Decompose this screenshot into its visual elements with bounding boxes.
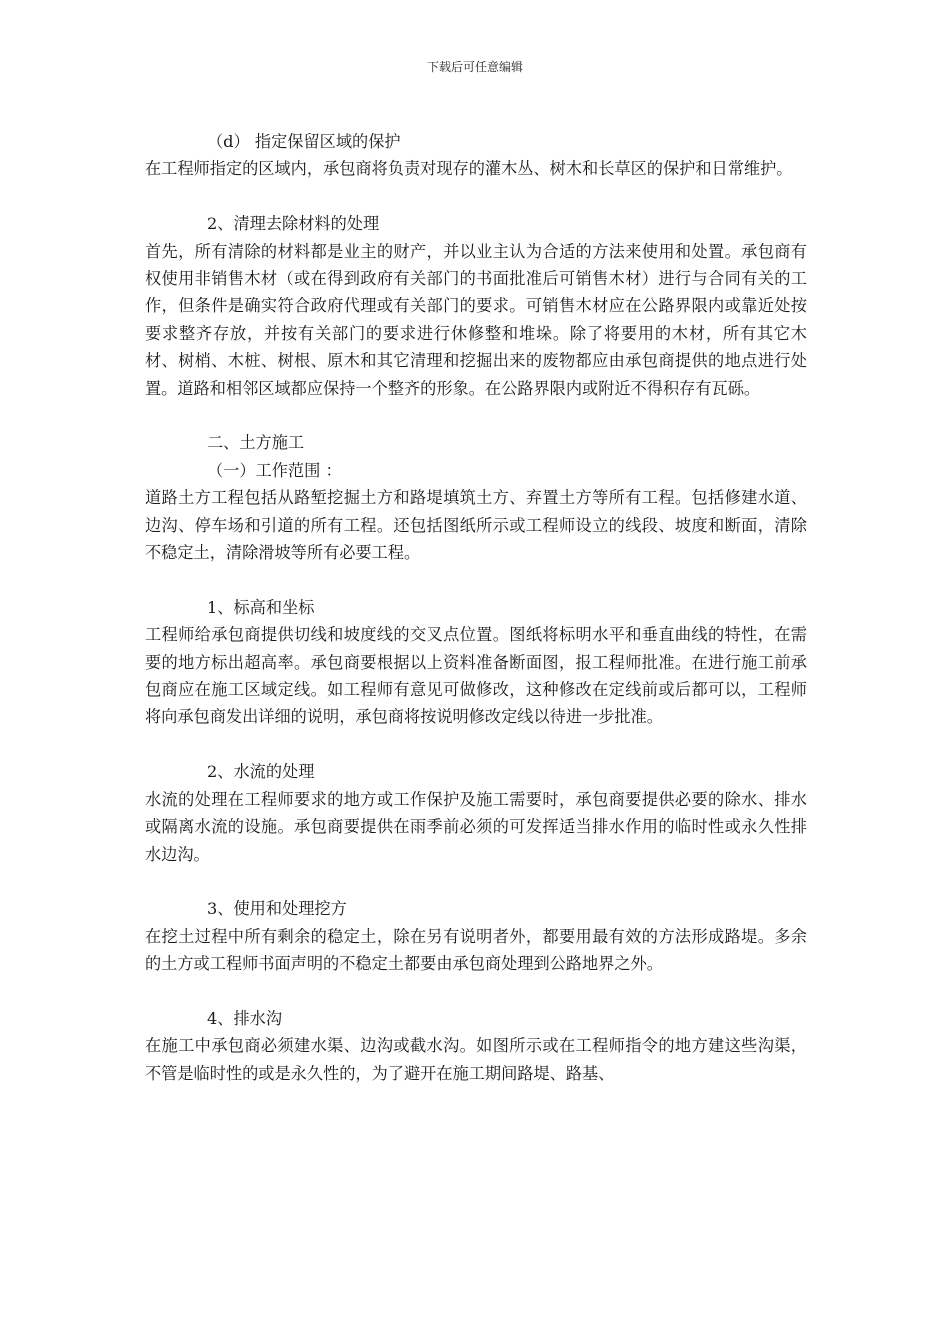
section-heading: 1、标高和坐标 <box>207 597 315 617</box>
section-water-flow <box>145 758 807 868</box>
section-paragraph: 在施工中承包商必须建水渠、边沟或截水沟。如图所示或在工程师指令的地方建这些沟渠，不管是临时性的或是永久性的，为了避开在施工期间路堤、路基、 <box>145 1036 807 1083</box>
section-heading: 4、排水沟 <box>207 1008 283 1028</box>
section-earthwork <box>145 429 807 566</box>
section-paragraph: 工程师给承包商提供切线和坡度线的交叉点位置。图纸将标明水平和垂直曲线的特性，在需要的地方标出超高率。承包商要根据以上资料准备断面图，报工程师批准。在进行施工前承包商应在施工区域定线。如工程师有意见可做修改，这种修改在定线前或后都可以，工程师将向承包商发出详细的说明，承包商将按说明修改定线以待进一步批准。 <box>145 625 807 727</box>
section-elevation-coordinates <box>145 594 807 731</box>
section-paragraph: 在挖土过程中所有剩余的稳定土，除在另有说明者外，都要用最有效的方法形成路堤。多余的土方或工程师书面声明的不稳定土都要由承包商处理到公路地界之外。 <box>145 926 807 974</box>
section-paragraph: 在工程师指定的区域内，承包商将负责对现存的灌木丛、树木和长草区的保护和日常维护。 <box>145 159 793 179</box>
section-cleared-material-disposal <box>145 210 807 402</box>
page-header: 下载后可任意编辑 <box>426 60 523 74</box>
section-heading: 3、使用和处理挖方 <box>207 899 347 919</box>
section-paragraph: 首先，所有清除的材料都是业主的财产，并以业主认为合适的方法来使用和处置。承包商有权使用非销售木材（或在得到政府有关部门的书面批准后可销售木材）进行与合同有关的工作，但条件是确实符合政府代理或有关部门的要求。可销售木材应在公路界限内或靠近处按要求整齐存放，并按有关部门的要求进行休修整和堆垛。除了将要用的木材，所有其它木材、树梢、木桩、树根、原木和其它清理和挖掘出来的废物都应由承包商提供的地点进行处置。道路和相邻区域都应保持一个整齐的形象。在公路界限内或附近不得积存有瓦砾。 <box>145 241 807 398</box>
section-heading: 二、土方施工 <box>207 433 305 453</box>
document-body <box>145 128 807 1115</box>
section-paragraph: 水流的处理在工程师要求的地方或工作保护及施工需要时，承包商要提供必要的除水、排水或隔离水流的设施。承包商要提供在雨季前必须的可发挥适当排水作用的临时性或永久性排水边沟。 <box>145 789 807 864</box>
section-reserved-area-protection <box>145 128 807 183</box>
section-excavation-use <box>145 895 807 977</box>
section-heading: （d） 指定保留区域的保护 <box>207 132 401 151</box>
section-heading: 2、水流的处理 <box>207 762 315 782</box>
section-paragraph: 道路土方工程包括从路堑挖掘土方和路堤填筑土方、弃置土方等所有工程。包括修建水道、边沟、停车场和引道的所有工程。还包括图纸所示或工程师设立的线段、坡度和断面，清除不稳定土，清除滑坡等所有必要工程。 <box>145 488 807 563</box>
section-subheading: （一）工作范围 ： <box>207 460 342 480</box>
section-drainage-ditch <box>145 1005 807 1087</box>
section-heading: 2、清理去除材料的处理 <box>207 214 380 234</box>
